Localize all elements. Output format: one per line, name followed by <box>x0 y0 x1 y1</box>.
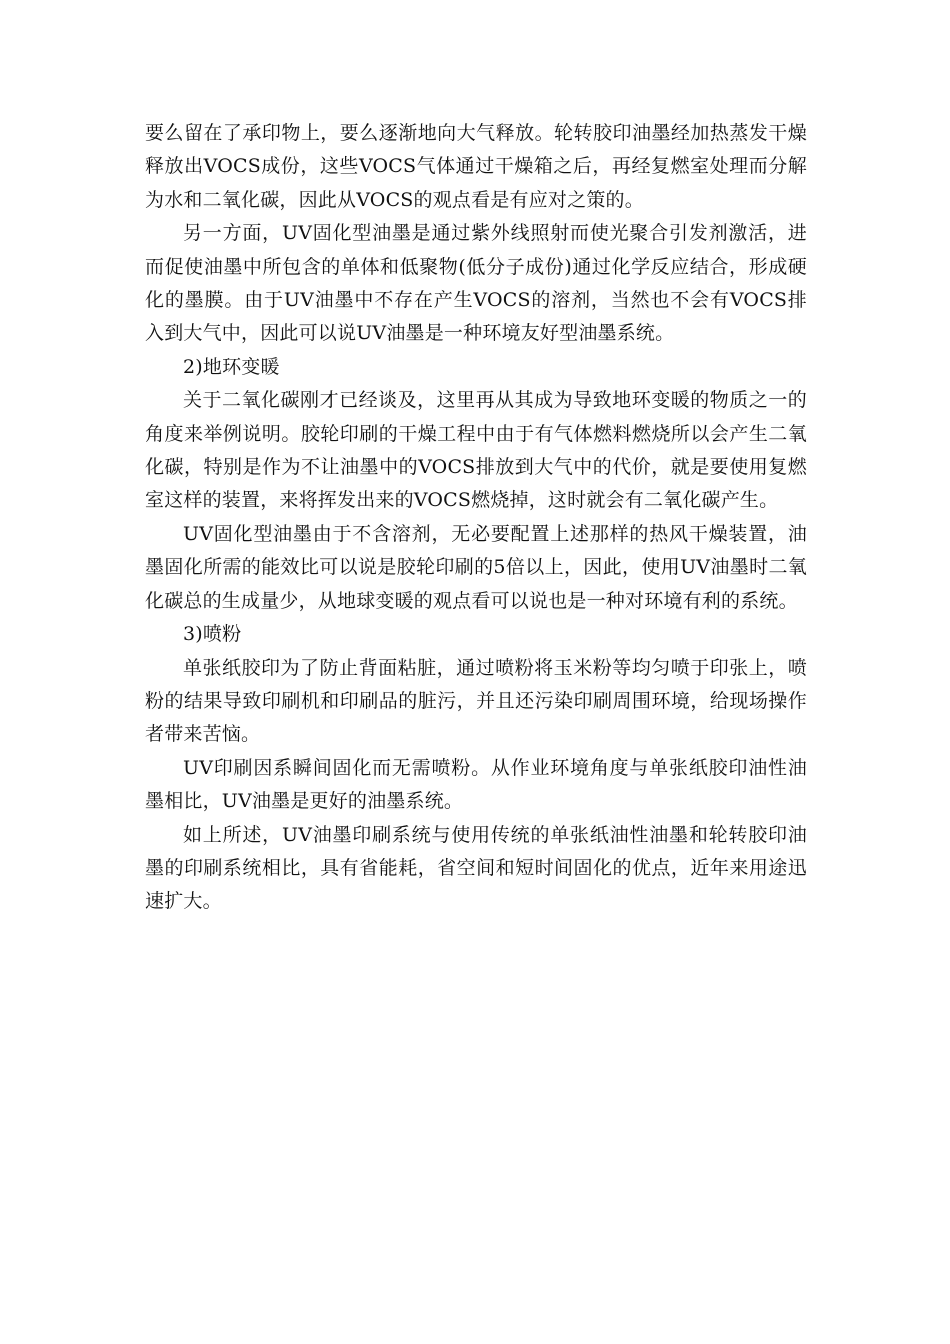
paragraph-uv-no-solvent: UV固化型油墨由于不含溶剂，无必要配置上述那样的热风干燥装置，油墨固化所需的能效比可以说是胶轮印刷的5倍以上，因此，使用UV油墨时二氧化碳总的生成量少，从地球变暖的观点看可以说也是一种对环境有利的系统。 <box>145 522 807 612</box>
section-heading-spray-powder: 3)喷粉 <box>183 623 242 646</box>
paragraph-summary: 如上所述，UV油墨印刷系统与使用传统的单张纸油性油墨和轮转胶印油墨的印刷系统相比，具有省能耗，省空间和短时间固化的优点，近年来用途迅速扩大。 <box>145 823 807 913</box>
document-body <box>145 117 807 919</box>
paragraph-co2: 关于二氧化碳刚才已经谈及，这里再从其成为导致地环变暖的物质之一的角度来举例说明。胶轮印刷的干燥工程中由于有气体燃料燃烧所以会产生二氧化碳，特别是作为不让油墨中的VOCS排放到大气中的代价，就是要使用复燃室这样的装置，来将挥发出来的VOCS燃烧掉，这时就会有二氧化碳产生。 <box>145 389 807 512</box>
paragraph-uv-no-powder: UV印刷因系瞬间固化而无需喷粉。从作业环境角度与单张纸胶印油性油墨相比，UV油墨是更好的油墨系统。 <box>145 756 807 813</box>
paragraph-uv-curing: 另一方面，UV固化型油墨是通过紫外线照射而使光聚合引发剂激活，进而促使油墨中所包含的单体和低聚物(低分子成份)通过化学反应结合，形成硬化的墨膜。由于UV油墨中不存在产生VOCS的溶剂，当然也不会有VOCS排入到大气中，因此可以说UV油墨是一种环境友好型油墨系统。 <box>145 222 807 345</box>
paragraph-spray-powder: 单张纸胶印为了防止背面粘脏，通过喷粉将玉米粉等均匀喷于印张上，喷粉的结果导致印刷机和印刷品的脏污，并且还污染印刷周围环境，给现场操作者带来苦恼。 <box>145 656 807 746</box>
section-heading-global-warming: 2)地环变暖 <box>183 355 280 378</box>
paragraph-continuation: 要么留在了承印物上，要么逐渐地向大气释放。轮转胶印油墨经加热蒸发干燥释放出VOCS成份，这些VOCS气体通过干燥箱之后，再经复燃室处理而分解为水和二氧化碳，因此从VOCS的观点看是有应对之策的。 <box>145 122 807 211</box>
